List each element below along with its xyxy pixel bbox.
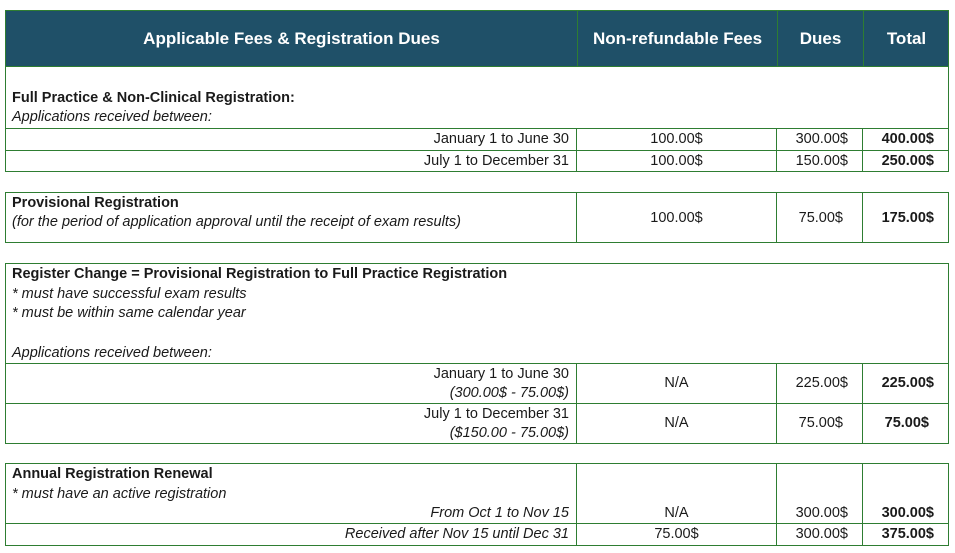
- total-value: 300.00$: [881, 505, 934, 521]
- total-value: 375.00$: [881, 526, 934, 542]
- section-subtitle: Applications received between:: [12, 345, 212, 361]
- fee-value: 100.00$: [650, 153, 703, 169]
- section-title: Annual Registration Renewal: [12, 466, 213, 482]
- section-title: Register Change = Provisional Registration to Full Practice Registration: [12, 266, 508, 282]
- note-line: * must have successful exam results: [12, 286, 247, 302]
- table-header: [5, 10, 949, 67]
- fee-value: N/A: [664, 415, 689, 431]
- dues-value: 225.00$: [795, 375, 848, 391]
- fee-value: 100.00$: [650, 210, 703, 226]
- header-dues: Dues: [799, 28, 842, 48]
- total-value: 75.00$: [884, 415, 929, 431]
- period-label: Received after Nov 15 until Dec 31: [344, 526, 569, 542]
- note-line: * must be within same calendar year: [12, 305, 246, 321]
- dues-value: 300.00$: [795, 526, 848, 542]
- total-value: 175.00$: [881, 210, 934, 226]
- dues-value: 75.00$: [798, 415, 843, 431]
- fee-value: N/A: [664, 505, 689, 521]
- fee-value: 100.00$: [650, 131, 703, 147]
- header-description: Applicable Fees & Registration Dues: [143, 28, 440, 48]
- period-label: From Oct 1 to Nov 15: [430, 505, 569, 521]
- dues-value: 300.00$: [795, 131, 848, 147]
- period-label: July 1 to December 31: [423, 406, 569, 422]
- calc-label: ($150.00 - 75.00$): [449, 425, 569, 441]
- total-value: 225.00$: [881, 375, 934, 391]
- period-label: July 1 to December 31: [423, 153, 569, 169]
- section-subtitle: (for the period of application approval until the receipt of exam results): [12, 214, 461, 230]
- header-fees: Non-refundable Fees: [592, 28, 763, 48]
- calc-label: (300.00$ - 75.00$): [449, 385, 569, 401]
- dues-value: 150.00$: [795, 153, 848, 169]
- total-value: 250.00$: [881, 153, 934, 169]
- dues-value: 75.00$: [798, 210, 843, 226]
- fee-value: N/A: [664, 375, 689, 391]
- period-label: January 1 to June 30: [433, 366, 569, 382]
- note-line: * must have an active registration: [12, 486, 227, 502]
- dues-value: 300.00$: [795, 505, 848, 521]
- fee-value: 75.00$: [654, 526, 699, 542]
- period-label: January 1 to June 30: [433, 131, 569, 147]
- header-total: Total: [886, 28, 927, 48]
- section-subtitle: Applications received between:: [12, 109, 212, 125]
- total-value: 400.00$: [881, 131, 934, 147]
- section-title: Provisional Registration: [12, 195, 179, 211]
- section-title: Full Practice & Non-Clinical Registration:: [12, 90, 295, 106]
